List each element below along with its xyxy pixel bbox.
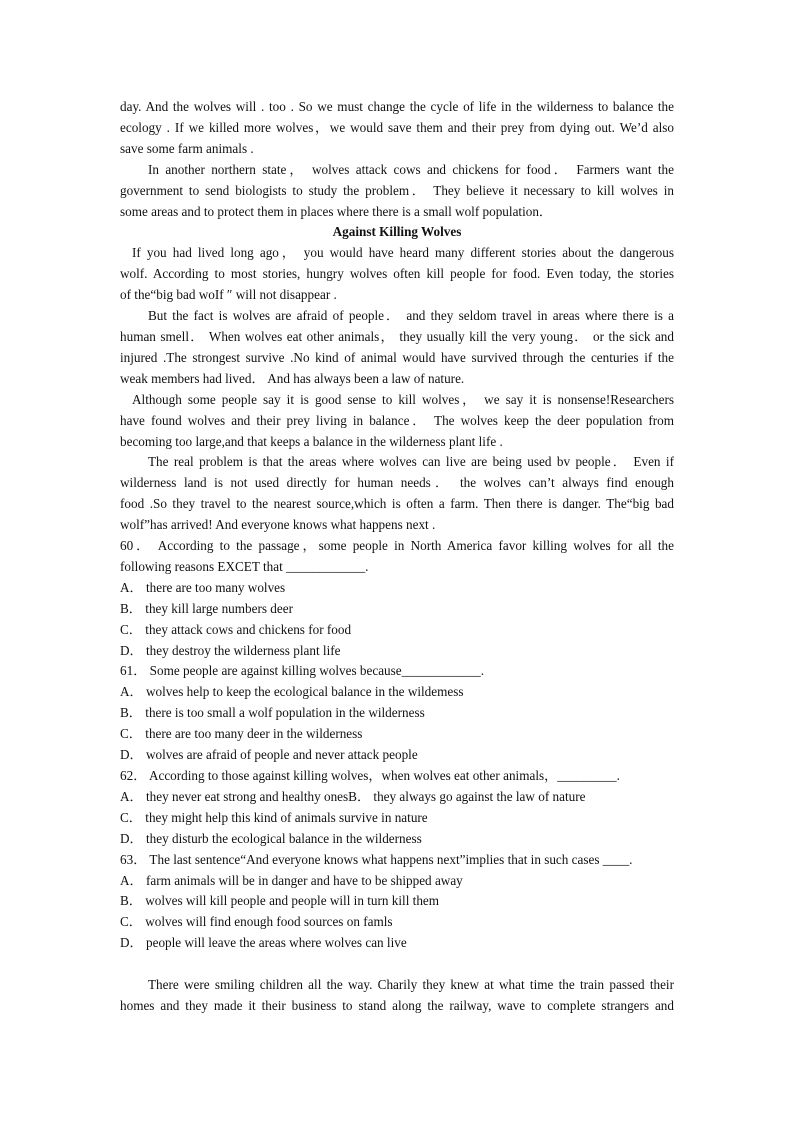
question-63: [120, 850, 674, 955]
paragraph-fact: [120, 306, 674, 390]
option-a: A． there are too many wolves: [120, 579, 286, 595]
section-title: Against Killing Wolves: [332, 224, 462, 240]
text-line: In another northern state， wolves attack cows and chickens for food． Farmers want the: [148, 161, 674, 177]
text-line: government to send biologists to study the problem． They believe it necessary to kill wolves in: [120, 182, 674, 198]
option-d: D． people will leave the areas where wolves can live: [120, 935, 407, 951]
question-61: [120, 661, 674, 766]
option-c: C． they might help this kind of animals survive in nature: [120, 809, 428, 825]
option-a: A． farm animals will be in danger and have to be shipped away: [120, 872, 463, 888]
question-62: [120, 766, 674, 850]
option-c: C． there are too many deer in the wilderness: [120, 726, 363, 742]
text-line: There were smiling children all the way. Charily they knew at what time the train passed their: [148, 977, 674, 993]
spacer: [120, 954, 674, 975]
text-line: homes and they made it their business to stand along the railway, wave to complete strangers and: [120, 997, 674, 1013]
question-stem: 60． According to the passage，some people in North America favor killing wolves for all the: [120, 538, 674, 554]
text-line: food .So they travel to the nearest source,which is often a farm. Then there is danger. The“big bad: [120, 496, 674, 512]
option-d: D． they disturb the ecological balance in the wilderness: [120, 830, 422, 846]
text-line: wilderness land is not used directly for human needs． the wolves can’t always find enough: [120, 475, 674, 491]
paragraph-stories: [120, 243, 674, 306]
option-c: C． wolves will find enough food sources on famls: [120, 914, 393, 930]
option-a-b: A． they never eat strong and healthy onesB． they always go against the law of nature: [120, 788, 586, 804]
question-stem: 61． Some people are against killing wolves because____________.: [120, 663, 485, 679]
paragraph-real-problem: [120, 452, 674, 536]
paragraph-wolves-ecology: [120, 97, 674, 160]
document-page: [120, 97, 674, 1017]
text-line: ecology . If we killed more wolves，we would save them and their prey from dying out. We’d also: [120, 119, 674, 135]
question-60: [120, 536, 674, 661]
text-line: wolf”has arrived! And everyone knows what happens next .: [120, 517, 436, 533]
text-line: injured .The strongest survive .No kind of animal would have survived through the centuries if the: [120, 349, 674, 365]
text-line: day. And the wolves will . too . So we must change the cycle of life in the wilderness to balance the: [120, 99, 674, 114]
paragraph-nonsense: [120, 390, 674, 453]
text-line: If you had lived long ago， you would have heard many different stories about the dangerous: [132, 245, 674, 261]
question-stem: 63． The last sentence“And everyone knows what happens next”implies that in such cases ____.: [120, 851, 633, 867]
paragraph-smiling-children: [120, 975, 674, 1017]
option-b: B． wolves will kill people and people will in turn kill them: [120, 893, 440, 909]
question-stem: following reasons EXCET that ____________.: [120, 558, 369, 574]
option-d: D． wolves are afraid of people and never attack people: [120, 747, 418, 763]
paragraph-northern-state: [120, 160, 674, 223]
option-c: C． they attack cows and chickens for food: [120, 621, 352, 637]
text-line: wolf. According to most stories, hungry wolves often kill people for food. Even today, the stories: [120, 266, 674, 282]
text-line: Although some people say it is good sense to kill wolves， we say it is nonsense!Researchers: [132, 391, 674, 407]
option-d: D． they destroy the wilderness plant life: [120, 642, 341, 658]
text-line: have found wolves and their prey living in balance． The wolves keep the deer population from: [120, 412, 674, 428]
text-line: The real problem is that the areas where wolves can live are being used bv people． Even if: [148, 454, 674, 470]
option-a: A． wolves help to keep the ecological balance in the wildemess: [120, 684, 464, 700]
question-stem: 62． According to those against killing wolves，when wolves eat other animals，_________.: [120, 768, 620, 783]
option-b: B． they kill large numbers deer: [120, 600, 293, 616]
option-b: B． there is too small a wolf population in the wilderness: [120, 705, 425, 721]
text-line: human smell． When wolves eat other animals， they usually kill the very young． or the sick and: [120, 328, 674, 344]
text-line: save some farm animals .: [120, 140, 254, 156]
text-line: becoming too large,and that keeps a balance in the wilderness plant life .: [120, 433, 503, 449]
text-line: of the“big bad woIf ″ will not disappear .: [120, 287, 337, 303]
text-line: weak members had lived． And has always been a law of nature.: [120, 370, 465, 386]
text-line: some areas and to protect them in places where there is a small wolf population．: [120, 203, 553, 219]
text-line: But the fact is wolves are afraid of people． and they seldom travel in areas where there is a: [148, 308, 674, 324]
